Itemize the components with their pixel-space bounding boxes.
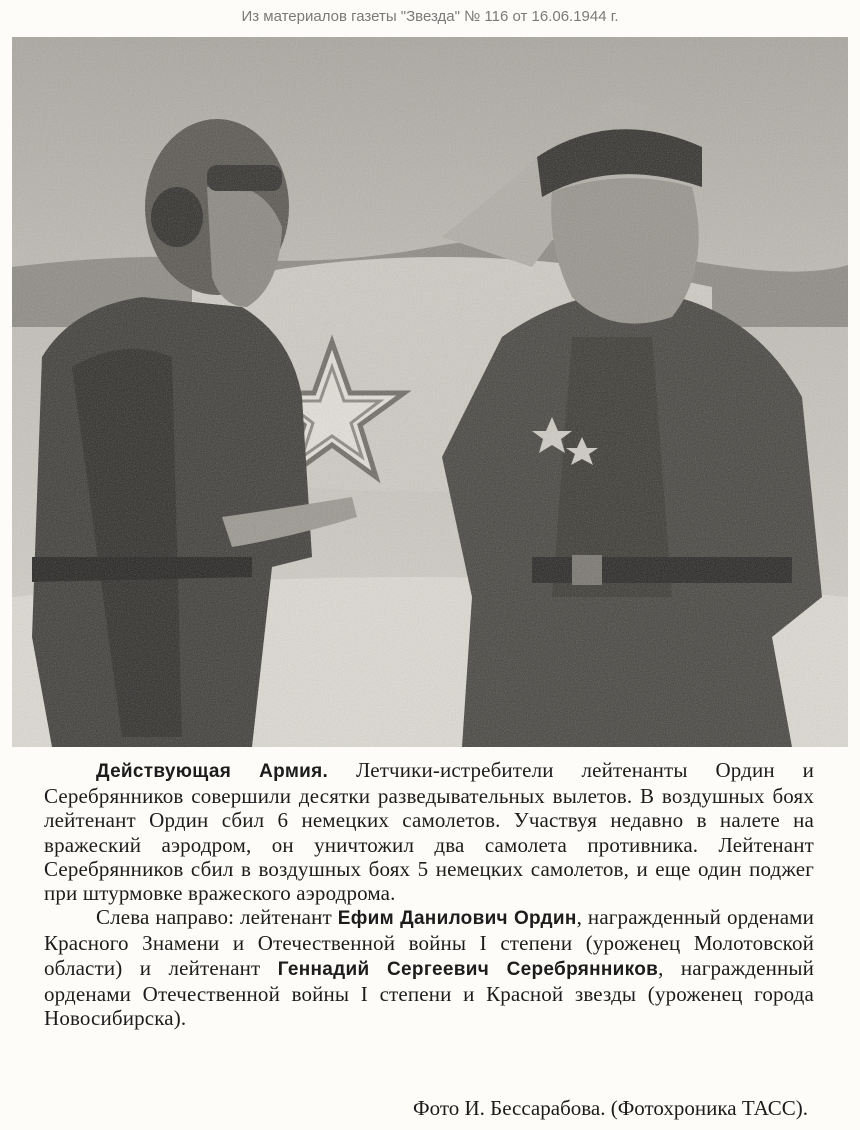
caption-paragraph-2 xyxy=(44,905,814,1030)
photo-credit: Фото И. Бессарабова. (Фотохроника ТАСС). xyxy=(413,1096,808,1120)
caption-lead: Действующая Армия. xyxy=(96,761,329,782)
photo-caption xyxy=(44,758,814,1030)
caption-text-1: Летчики-истребители лейтенанты Ордин и Серебрянников совершили десятки разведывательных вылетов. В воздушных боях лейтенант Ордин сбил 6 немецких самолетов. Участвуя недавно в налете на вражеский аэродром, он уничтожил два самолета противника. Лейтенант Серебрянников сбил в воздушных боях 5 немецких самолетов, и еще один поджег при штурмовке вражеского аэродрома. xyxy=(44,758,814,906)
newspaper-photo xyxy=(12,37,848,747)
caption-paragraph-1 xyxy=(44,758,814,905)
photo-illustration xyxy=(12,37,848,747)
caption-middle: , награжденный орденами Красного Знамени и Отечественной войны I степени (уроженец Молотовской области) и лейтенант xyxy=(44,905,814,980)
person-name-serebryannikov: Геннадий Сергеевич Серебрянников xyxy=(277,958,659,980)
caption-intro: Слева направо: лейтенант xyxy=(96,905,338,930)
photo-grain xyxy=(12,37,848,747)
source-note: Из материалов газеты "Звезда" № 116 от 16.06.1944 г. xyxy=(241,8,619,25)
person-name-ordin: Ефим Данилович Ордин xyxy=(337,908,577,930)
caption-end: , награжденный орденами Отечественной войны I степени и Красной звезды (уроженец города Новосибирска). xyxy=(44,955,814,1031)
